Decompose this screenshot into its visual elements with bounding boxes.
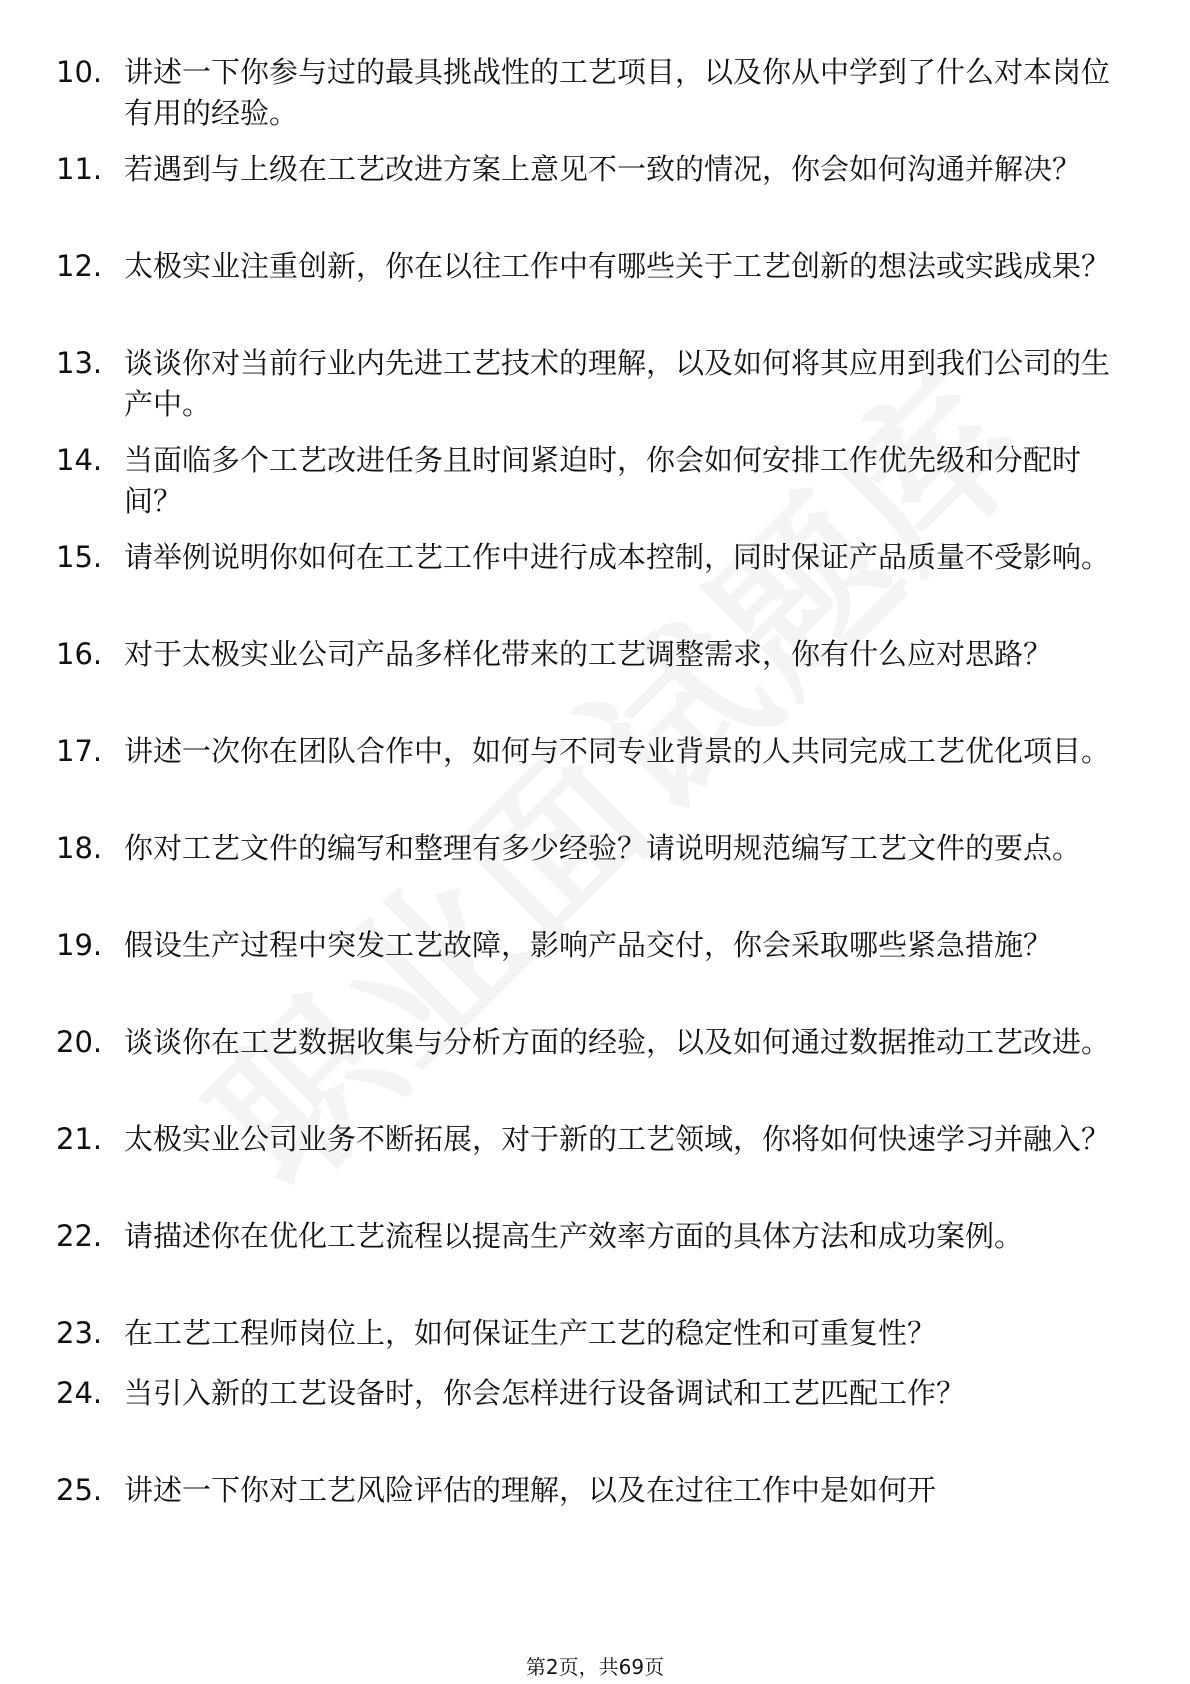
question-item-20	[0, 1022, 1190, 1119]
question-item-17	[0, 731, 1190, 828]
question-number: 17.	[56, 734, 103, 768]
question-text: 当面临多个工艺改进任务且时间紧迫时，你会如何安排工作优先级和分配时间？	[124, 443, 1082, 518]
question-number: 16.	[56, 637, 103, 671]
question-item-10	[0, 52, 1190, 149]
question-number: 15.	[56, 540, 103, 574]
question-text: 若遇到与上级在工艺改进方案上意见不一致的情况，你会如何沟通并解决？	[124, 152, 1082, 186]
question-item-23	[0, 1313, 1190, 1373]
question-number: 18.	[56, 831, 103, 865]
question-number: 19.	[56, 928, 103, 962]
question-number: 25.	[56, 1473, 103, 1507]
question-text: 谈谈你对当前行业内先进工艺技术的理解，以及如何将其应用到我们公司的生产中。	[124, 346, 1111, 421]
question-text: 请描述你在优化工艺流程以提高生产效率方面的具体方法和成功案例。	[124, 1219, 1024, 1253]
question-number: 13.	[56, 346, 103, 380]
question-number: 23.	[56, 1316, 103, 1350]
question-text: 对于太极实业公司产品多样化带来的工艺调整需求，你有什么应对思路？	[124, 637, 1053, 671]
question-list	[0, 52, 1190, 1530]
question-number: 14.	[56, 443, 103, 477]
question-text: 讲述一次你在团队合作中，如何与不同专业背景的人共同完成工艺优化项目。	[124, 734, 1111, 768]
question-item-22	[0, 1216, 1190, 1313]
question-item-11	[0, 149, 1190, 246]
question-text: 太极实业公司业务不断拓展，对于新的工艺领域，你将如何快速学习并融入？	[124, 1122, 1111, 1156]
question-number: 20.	[56, 1025, 103, 1059]
page-number-footer: 第2页，共69页	[525, 1655, 665, 1679]
question-item-14	[0, 440, 1190, 537]
question-text: 讲述一下你参与过的最具挑战性的工艺项目，以及你从中学到了什么对本岗位有用的经验。	[124, 55, 1111, 130]
question-text: 太极实业注重创新，你在以往工作中有哪些关于工艺创新的想法或实践成果？	[124, 249, 1111, 283]
question-text: 当引入新的工艺设备时，你会怎样进行设备调试和工艺匹配工作？	[124, 1376, 966, 1410]
question-number: 22.	[56, 1219, 103, 1253]
question-text: 谈谈你在工艺数据收集与分析方面的经验，以及如何通过数据推动工艺改进。	[124, 1025, 1111, 1059]
question-item-16	[0, 634, 1190, 731]
question-number: 21.	[56, 1122, 103, 1156]
question-number: 12.	[56, 249, 103, 283]
question-text: 讲述一下你对工艺风险评估的理解，以及在过往工作中是如何开	[124, 1473, 937, 1507]
question-number: 11.	[56, 152, 103, 186]
question-item-25	[0, 1470, 1190, 1530]
question-item-24	[0, 1373, 1190, 1470]
question-number: 24.	[56, 1376, 103, 1410]
question-item-12	[0, 246, 1190, 343]
question-text: 请举例说明你如何在工艺工作中进行成本控制，同时保证产品质量不受影响。	[124, 540, 1111, 574]
question-number: 10.	[56, 55, 103, 89]
question-item-19	[0, 925, 1190, 1022]
question-text: 你对工艺文件的编写和整理有多少经验？请说明规范编写工艺文件的要点。	[124, 831, 1082, 865]
question-item-21	[0, 1119, 1190, 1216]
question-text: 假设生产过程中突发工艺故障，影响产品交付，你会采取哪些紧急措施？	[124, 928, 1053, 962]
question-item-13	[0, 343, 1190, 440]
question-item-18	[0, 828, 1190, 925]
question-text: 在工艺工程师岗位上，如何保证生产工艺的稳定性和可重复性？	[124, 1316, 937, 1350]
question-item-15	[0, 537, 1190, 634]
